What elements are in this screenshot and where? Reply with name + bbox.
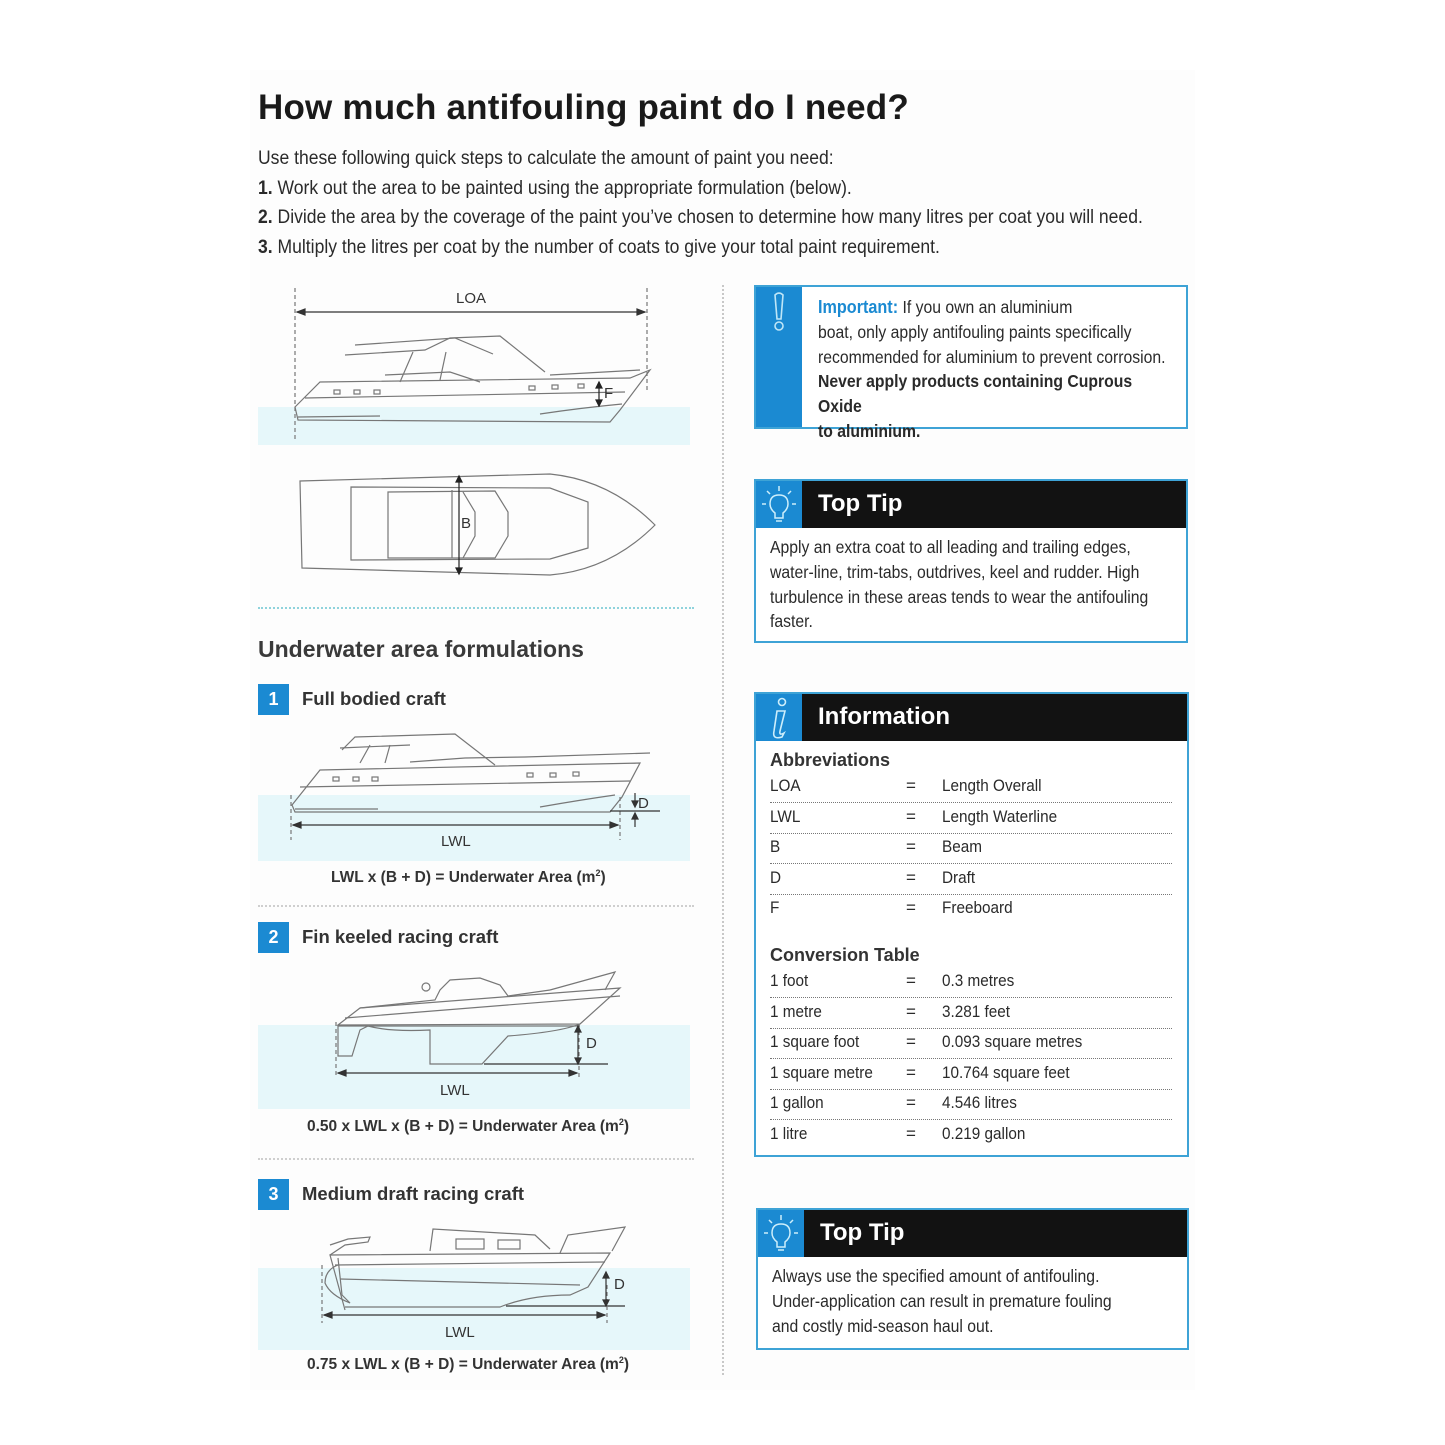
- craft-number-badge: 2: [258, 922, 289, 953]
- top-tip-text: Apply an extra coat to all leading and trailing edges, water-line, trim-tabs, outdrives, keel and rudder. High turbulence in these areas tends to wear the antifouling faster.: [770, 537, 1149, 632]
- conversion-heading: Conversion Table: [770, 945, 920, 965]
- section-divider: [258, 1158, 694, 1160]
- lightbulb-icon: [759, 483, 799, 527]
- craft-title: Full bodied craft: [302, 688, 446, 709]
- lwl-label: LWL: [441, 833, 471, 850]
- lightbulb-icon: [761, 1212, 801, 1256]
- exclamation-icon: [756, 289, 802, 339]
- conversion-row: 1 square metre = 10.764 square feet: [770, 1059, 1172, 1090]
- loa-label: LOA: [456, 290, 487, 307]
- top-tip-header: [758, 1210, 1187, 1257]
- craft-formula: 0.75 x LWL x (B + D) = Underwater Area $(m^2)$: [307, 1355, 630, 1374]
- step-1: 1. Work out the area to be painted using the appropriate formulation (below).: [258, 176, 852, 199]
- medium-draft-craft-diagram: [250, 1215, 710, 1325]
- top-tip-box: [754, 479, 1188, 643]
- top-tip-heading: Top Tip: [820, 1219, 905, 1246]
- abbreviations-heading: Abbreviations: [770, 750, 891, 770]
- full-bodied-craft-diagram: [250, 715, 710, 835]
- conversion-row: 1 litre = 0.219 gallon: [770, 1124, 1026, 1143]
- formulations-heading: Underwater area formulations: [258, 636, 584, 662]
- step-3: 3. Multiply the litres per coat by the number of coats to give your total paint requirement.: [258, 235, 940, 258]
- draft-label: D: [638, 795, 649, 812]
- craft-formula: LWL x (B + D) = Underwater Area $(m^2)$: [331, 868, 606, 887]
- important-label: Important:: [818, 297, 899, 317]
- abbreviation-row: LWL = Length Waterline: [770, 803, 1172, 834]
- abbreviation-row: D = Draft: [770, 864, 1172, 895]
- craft-number-badge: 3: [258, 1179, 289, 1210]
- section-divider: [258, 607, 694, 609]
- top-tip-heading: Top Tip: [818, 490, 903, 517]
- information-box: [754, 692, 1189, 1157]
- conversion-row: 1 square foot = 0.093 square metres: [770, 1028, 1172, 1059]
- conversion-row: 1 gallon = 4.546 litres: [770, 1089, 1172, 1120]
- step-2: 2. Divide the area by the coverage of the paint you’ve chosen to determine how many litres per coat you will need.: [258, 206, 1143, 228]
- beam-label: B: [461, 515, 472, 532]
- important-text: Important: If you own an aluminium boat, only apply antifouling paints specifically recommended for aluminium to prevent corrosion. Never apply products containing Cuprous Oxide to aluminium.: [818, 297, 1166, 441]
- information-header: [756, 694, 1187, 741]
- lwl-label: LWL: [440, 1082, 470, 1099]
- draft-label: D: [614, 1276, 625, 1293]
- top-tip-box: [756, 1208, 1189, 1350]
- page-title: How much antifouling paint do I need?: [258, 88, 909, 127]
- craft-title: Fin keeled racing craft: [302, 926, 499, 947]
- craft-number-badge: 1: [258, 684, 289, 715]
- intro-lead: Use these following quick steps to calculate the amount of paint you need:: [258, 147, 834, 169]
- intro-steps: [258, 144, 1143, 262]
- abbreviation-row: F = Freeboard: [770, 898, 1013, 917]
- top-tip-text: Always use the specified amount of antifouling. Under-application can result in premature fouling and costly mid-season haul out.: [772, 1266, 1112, 1336]
- important-notice: [754, 285, 1188, 441]
- section-divider: [258, 905, 694, 907]
- notice-side-bar: [756, 287, 802, 427]
- draft-label: D: [586, 1035, 597, 1052]
- craft-formula: 0.50 x LWL x (B + D) = Underwater Area $(m^2)$: [307, 1117, 630, 1136]
- conversion-row: 1 metre = 3.281 feet: [770, 998, 1172, 1029]
- info-icon: [759, 695, 799, 741]
- conversion-row: 1 foot = 0.3 metres: [770, 967, 1172, 998]
- freeboard-label: F: [604, 385, 614, 402]
- abbreviation-row: LOA = Length Overall: [770, 772, 1172, 803]
- abbreviation-row: B = Beam: [770, 833, 1172, 864]
- fin-keeled-craft-diagram: [250, 960, 710, 1080]
- boat-top-view-diagram: [250, 450, 710, 590]
- top-tip-header: [756, 481, 1186, 528]
- craft-title: Medium draft racing craft: [302, 1183, 525, 1204]
- column-divider: [722, 285, 724, 1375]
- lwl-label: LWL: [445, 1324, 475, 1341]
- information-heading: Information: [818, 703, 950, 730]
